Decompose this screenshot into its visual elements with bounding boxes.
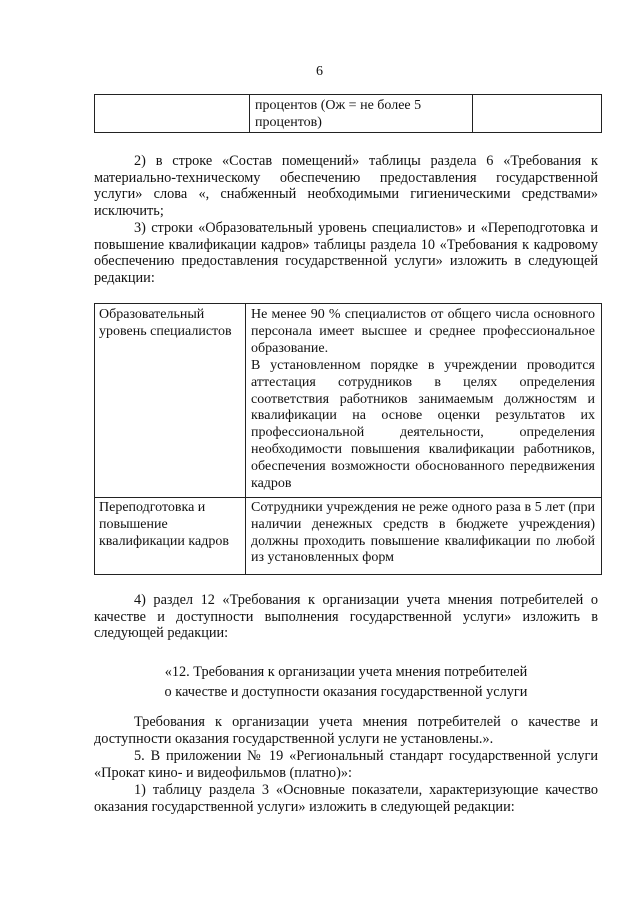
table-column-divider xyxy=(249,95,250,132)
table-row-label-education: Образовательный уровень специалистов xyxy=(99,307,232,339)
continuation-table xyxy=(94,94,602,133)
table-column-divider xyxy=(245,304,246,574)
section-heading-line-1: «12. Требования к организации учета мнения потребителей xyxy=(164,664,528,680)
section-heading xyxy=(94,662,598,702)
paragraph-item-2: 2) в строке «Состав помещений» таблицы раздела 6 «Требования к материально-техническому обеспечению предоставления государственной услуги» слова «, снабженный необходимыми гигиеническими средствами» исключить; xyxy=(94,153,598,219)
table-cell-education-text: Не менее 90 % специалистов от общего числа основного персонала имеет высшее и среднее профессиональное образование. xyxy=(251,307,595,356)
paragraph-item-5-1: 1) таблицу раздела 3 «Основные показатели, характеризующие качество оказания государственной услуги» изложить в следующей редакции: xyxy=(94,782,598,815)
staffing-requirements-table xyxy=(94,303,602,575)
table-column-divider xyxy=(472,95,473,132)
table-cell-attestation-text: В установленном порядке в учреждении проводится аттестация сотрудников в целях определения соответствия работников занимаемым должностям и квалификации на основе оценки результатов их профессиональной деятельности, определения необходимости повышения квалификации работников, обеспечения возможности обоснованного передвижения кадров xyxy=(251,358,595,491)
table-cell-training-text: Сотрудники учреждения не реже одного раза в 5 лет (при наличии денежных средств в бюджете учреждения) должны проходить повышение квалификации по любой из установленных форм xyxy=(251,500,595,566)
page-number: 6 xyxy=(316,64,323,79)
paragraph-item-3: 3) строки «Образовательный уровень специалистов» и «Переподготовка и повышение квалификации кадров» таблицы раздела 10 «Требования к кадровому обеспечению предоставления государственной услуги» изложить в следующей редакции: xyxy=(94,220,598,286)
table-row-divider xyxy=(95,497,601,498)
table-row-label-training: Переподготовка и повышение квалификации кадров xyxy=(99,500,229,549)
table-cell-text: процентов (Ож = не более 5 процентов) xyxy=(255,98,422,130)
paragraph-requirements-note: Требования к организации учета мнения потребителей о качестве и доступности оказания государственной услуги не установлены.». xyxy=(94,714,598,747)
paragraph-item-4: 4) раздел 12 «Требования к организации учета мнения потребителей о качестве и доступности выполнения государственной услуги» изложить в следующей редакции: xyxy=(94,592,598,642)
section-heading-line-2: о качестве и доступности оказания государственной услуги xyxy=(164,684,528,700)
paragraph-item-5: 5. В приложении № 19 «Региональный стандарт государственной услуги «Прокат кино- и видеофильмов (платно)»: xyxy=(94,748,598,781)
